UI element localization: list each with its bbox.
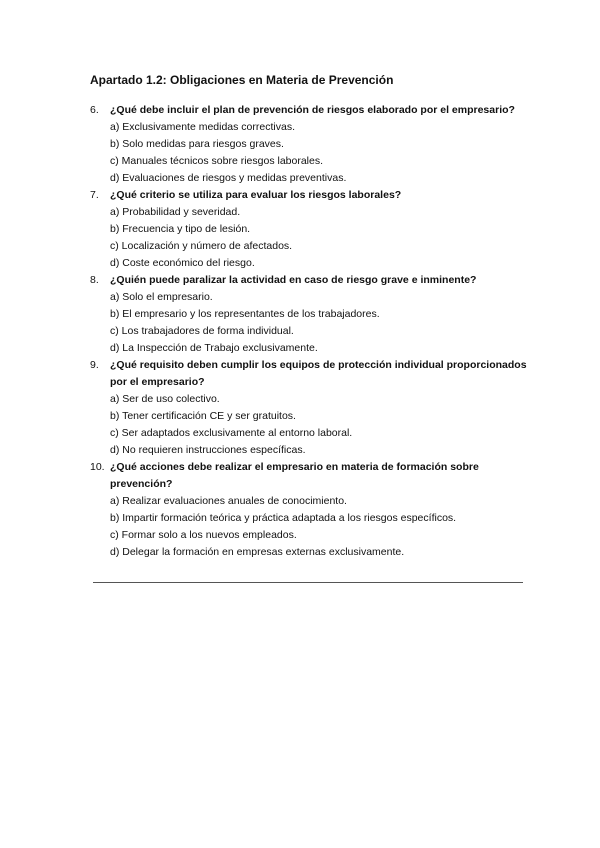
answer-options bbox=[110, 391, 530, 459]
answer-option: c) Formar solo a los nuevos empleados. bbox=[110, 529, 297, 541]
question-text: ¿Qué requisito deben cumplir los equipos de protección individual proporcionados por el empresario? bbox=[110, 359, 527, 388]
answer-option: b) Frecuencia y tipo de lesión. bbox=[110, 223, 251, 235]
question-list bbox=[90, 102, 530, 561]
answer-option: d) Delegar la formación en empresas externas exclusivamente. bbox=[110, 546, 405, 558]
answer-option: b) Solo medidas para riesgos graves. bbox=[110, 138, 284, 150]
answer-option: a) Solo el empresario. bbox=[110, 291, 213, 303]
question-number: 8. bbox=[90, 274, 99, 286]
question-number: 10. bbox=[90, 461, 105, 473]
answer-option: d) Evaluaciones de riesgos y medidas preventivas. bbox=[110, 172, 347, 184]
answer-option: c) Los trabajadores de forma individual. bbox=[110, 325, 294, 337]
horizontal-divider bbox=[93, 582, 523, 583]
answer-option: a) Exclusivamente medidas correctivas. bbox=[110, 121, 295, 133]
question-text: ¿Quién puede paralizar la actividad en caso de riesgo grave e inminente? bbox=[110, 274, 477, 286]
question-item bbox=[90, 187, 530, 272]
answer-option: a) Probabilidad y severidad. bbox=[110, 206, 241, 218]
question-number: 9. bbox=[90, 359, 99, 371]
question-item bbox=[90, 459, 530, 561]
question-text: ¿Qué debe incluir el plan de prevención de riesgos elaborado por el empresario? bbox=[110, 104, 515, 116]
question-number: 7. bbox=[90, 189, 99, 201]
answer-option: b) El empresario y los representantes de los trabajadores. bbox=[110, 308, 380, 320]
answer-option: d) No requieren instrucciones específicas. bbox=[110, 444, 306, 456]
answer-option: b) Impartir formación teórica y práctica adaptada a los riesgos específicos. bbox=[110, 512, 457, 524]
answer-options bbox=[110, 493, 530, 561]
answer-options bbox=[110, 289, 530, 357]
question-item bbox=[90, 102, 530, 187]
answer-option: d) Coste económico del riesgo. bbox=[110, 257, 255, 269]
answer-option: c) Ser adaptados exclusivamente al entorno laboral. bbox=[110, 427, 353, 439]
answer-option: c) Localización y número de afectados. bbox=[110, 240, 293, 252]
answer-option: a) Realizar evaluaciones anuales de conocimiento. bbox=[110, 495, 347, 507]
answer-option: d) La Inspección de Trabajo exclusivamente. bbox=[110, 342, 318, 354]
question-number: 6. bbox=[90, 104, 99, 116]
answer-option: a) Ser de uso colectivo. bbox=[110, 393, 220, 405]
question-text: ¿Qué criterio se utiliza para evaluar los riesgos laborales? bbox=[110, 189, 402, 201]
answer-options bbox=[110, 204, 530, 272]
answer-option: c) Manuales técnicos sobre riesgos laborales. bbox=[110, 155, 324, 167]
question-item bbox=[90, 272, 530, 357]
question-item bbox=[90, 357, 530, 459]
section-title: Apartado 1.2: Obligaciones en Materia de Prevención bbox=[90, 73, 394, 87]
answer-options bbox=[110, 119, 530, 187]
answer-option: b) Tener certificación CE y ser gratuitos. bbox=[110, 410, 296, 422]
question-text: ¿Qué acciones debe realizar el empresario en materia de formación sobre prevención? bbox=[110, 461, 479, 490]
